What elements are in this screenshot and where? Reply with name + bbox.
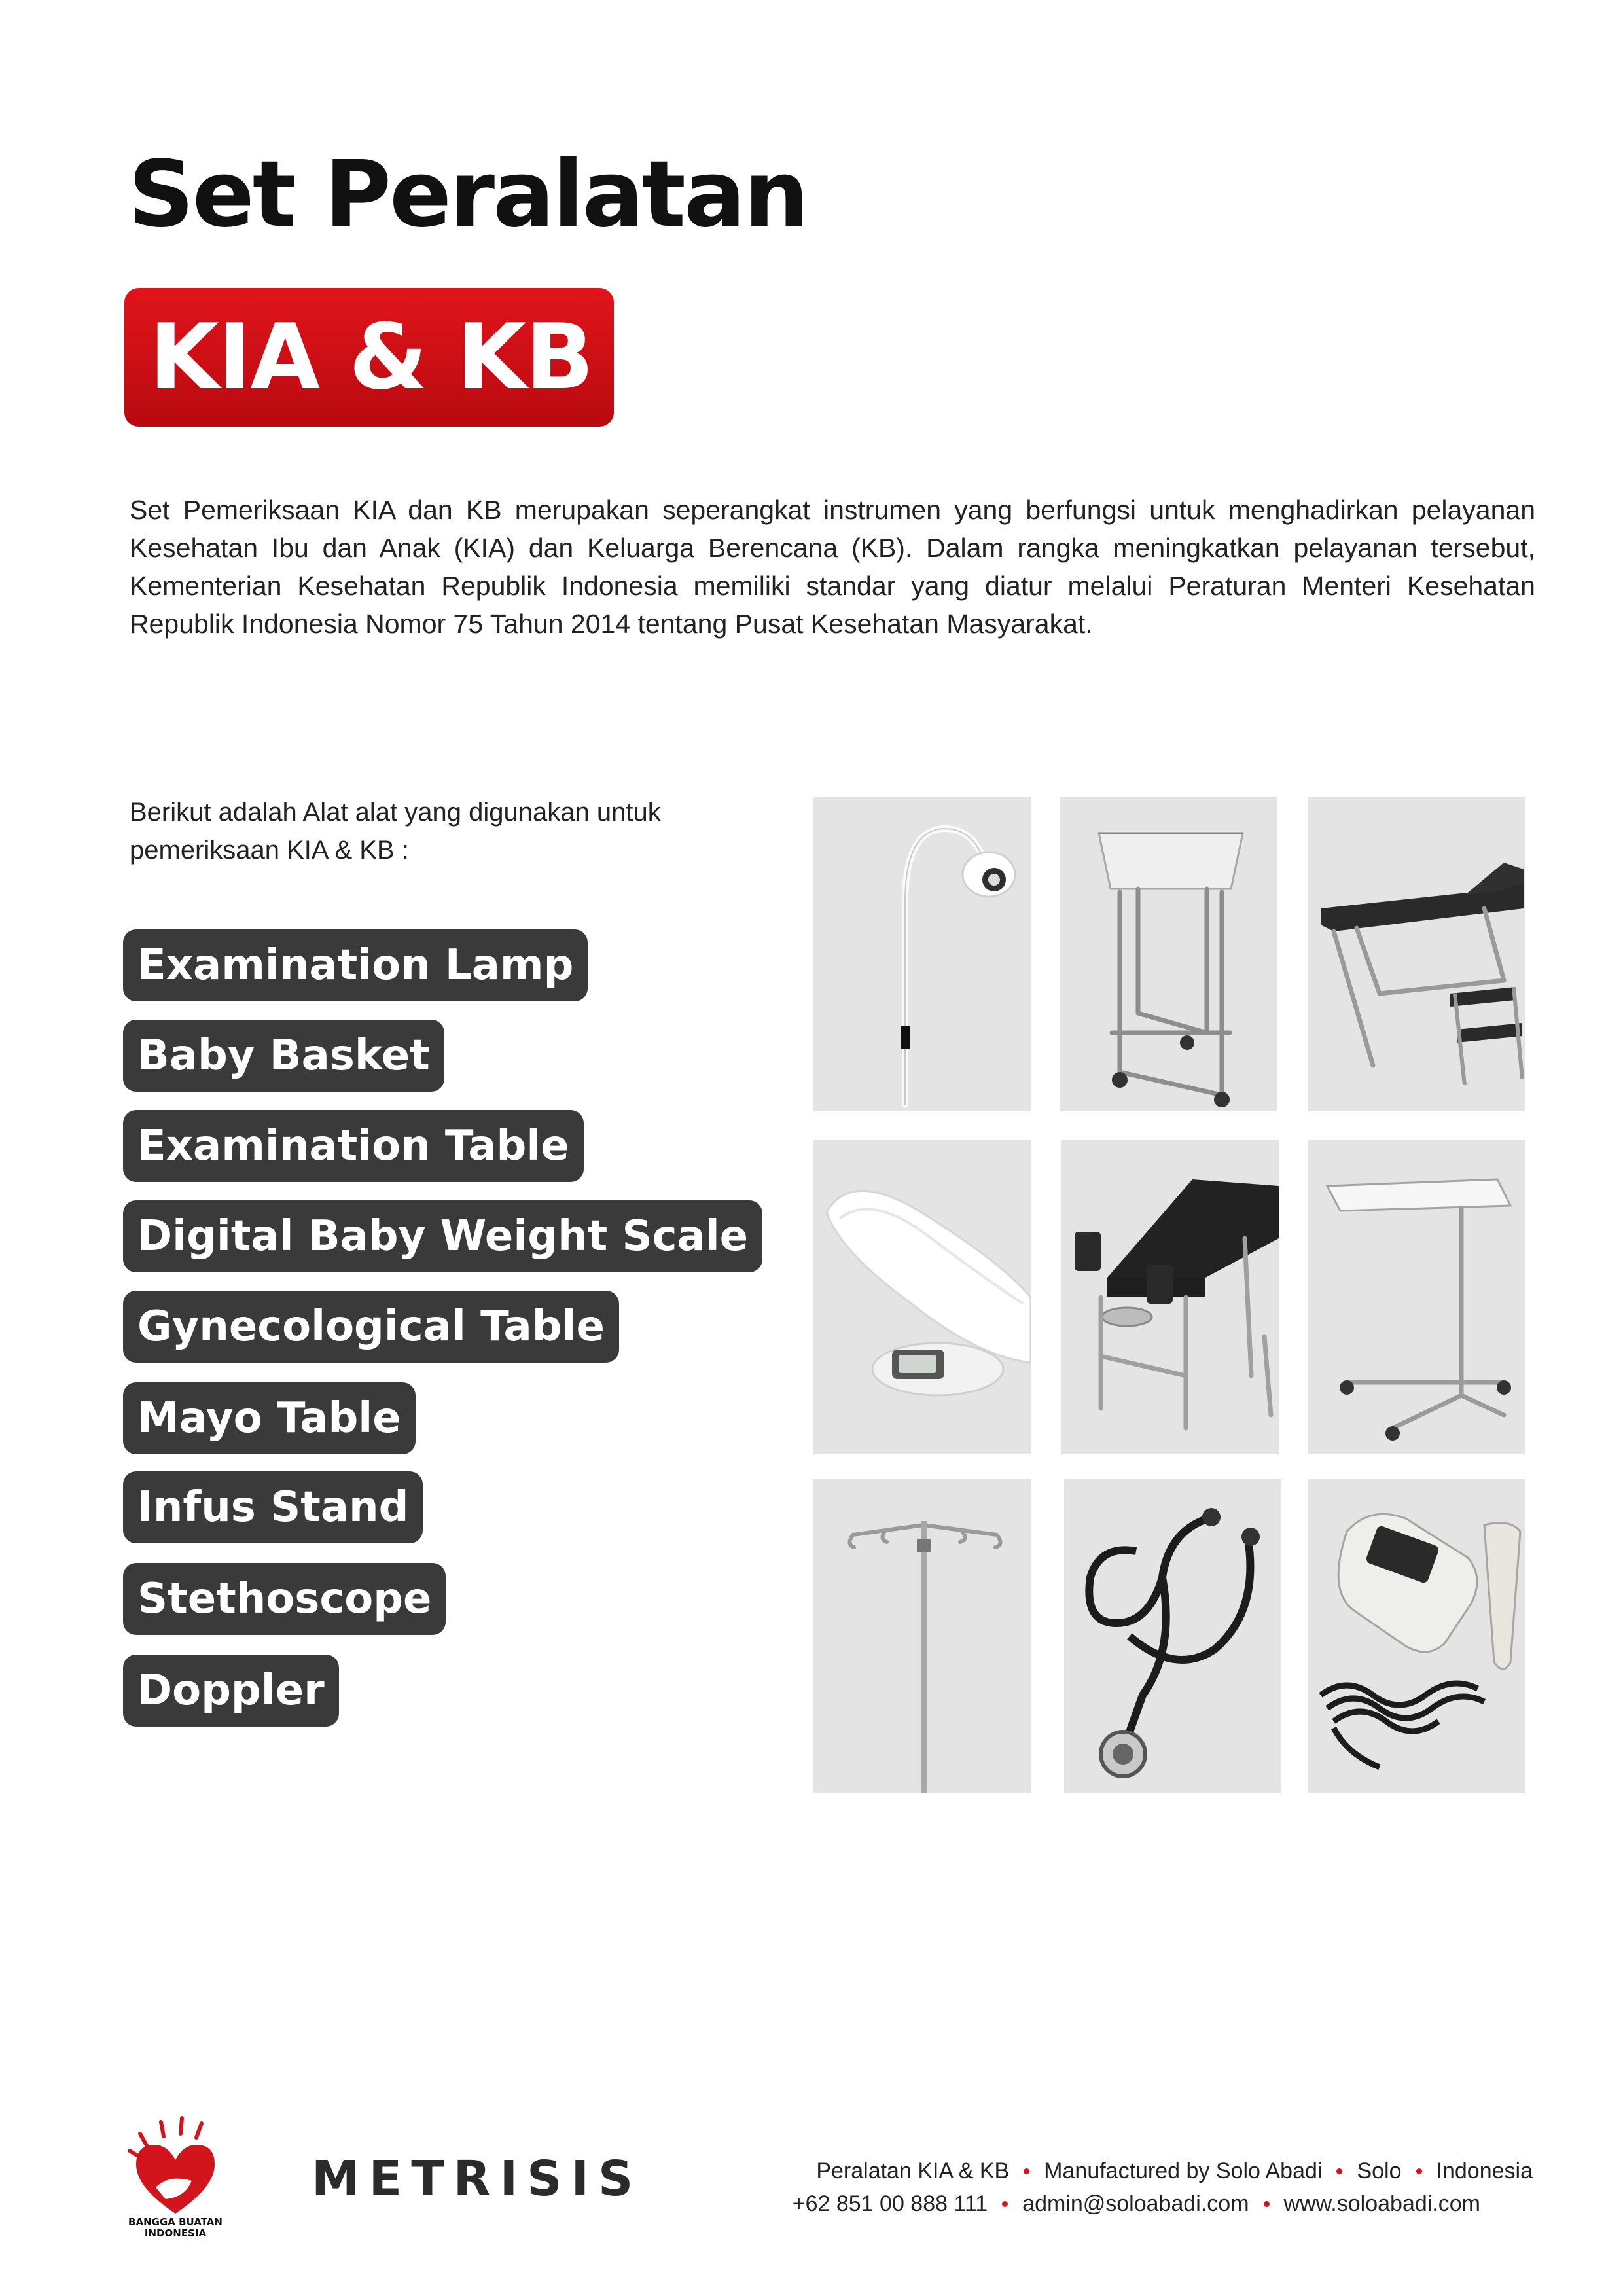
footer-website[interactable]: www.soloabadi.com (1283, 2191, 1480, 2216)
equipment-item: Baby Basket (123, 1020, 444, 1092)
equipment-item: Infus Stand (123, 1471, 423, 1543)
examination-table-photo (1308, 797, 1525, 1111)
separator-dot (1002, 2201, 1008, 2207)
metrisis-logo (312, 2153, 665, 2206)
kia-kb-badge (124, 288, 614, 427)
bangga-buatan-indonesia-logo (110, 2109, 241, 2240)
equipment-item: Examination Table (123, 1110, 584, 1182)
baby-basket-photo (1060, 797, 1277, 1111)
equipment-list-intro: Berikut adalah Alat alat yang digunakan untuk pemeriksaan KIA & KB : (130, 798, 661, 865)
footer-line-2 (793, 2191, 1480, 2217)
footer-phone: +62 851 00 888 111 (792, 2191, 988, 2216)
svg-text:INDONESIA: INDONESIA (144, 2227, 207, 2239)
footer-line-1: Peralatan KIA & KB Manufactured by Solo Abadi Solo Indonesia (816, 2159, 1533, 2183)
separator-dot (1024, 2168, 1029, 2174)
gynecological-table-photo (1061, 1140, 1279, 1454)
footer-email[interactable]: admin@soloabadi.com (1022, 2191, 1249, 2216)
separator-dot (1416, 2168, 1422, 2174)
equipment-item: Mayo Table (123, 1382, 416, 1454)
separator-dot (1264, 2201, 1270, 2207)
equipment-item: Digital Baby Weight Scale (123, 1200, 762, 1272)
svg-text:BANGGA BUATAN: BANGGA BUATAN (128, 2216, 223, 2228)
svg-text:METRISIS: METRISIS (312, 2153, 643, 2206)
badge-label: KIA & KB (149, 304, 593, 410)
stethoscope-photo (1064, 1479, 1281, 1793)
separator-dot (1336, 2168, 1342, 2174)
examination-lamp-photo (813, 797, 1031, 1111)
infus-stand-photo (813, 1479, 1031, 1793)
equipment-item: Doppler (123, 1655, 339, 1727)
page-title: Set Peralatan (128, 141, 808, 248)
baby-weight-scale-photo (813, 1140, 1031, 1454)
equipment-item: Stethoscope (123, 1563, 446, 1635)
equipment-item: Examination Lamp (123, 929, 588, 1001)
intro-paragraph: Set Pemeriksaan KIA dan KB merupakan seperangkat instrumen yang berfungsi untuk menghadirkan pelayanan Kesehatan Ibu dan Anak (KIA) dan Keluarga Berencana (KB). Dalam rangka meningkatkan pelayanan tersebut, Kementerian Kesehatan Republik Indonesia memiliki standar yang diatur melalui Peraturan Menteri Kesehatan Republik Indonesia Nomor 75 Tahun 2014 tentang Pusat Kesehatan Masyarakat. (130, 495, 1535, 639)
doppler-photo (1308, 1479, 1525, 1793)
mayo-table-photo (1308, 1140, 1525, 1454)
equipment-item: Gynecological Table (123, 1291, 619, 1363)
